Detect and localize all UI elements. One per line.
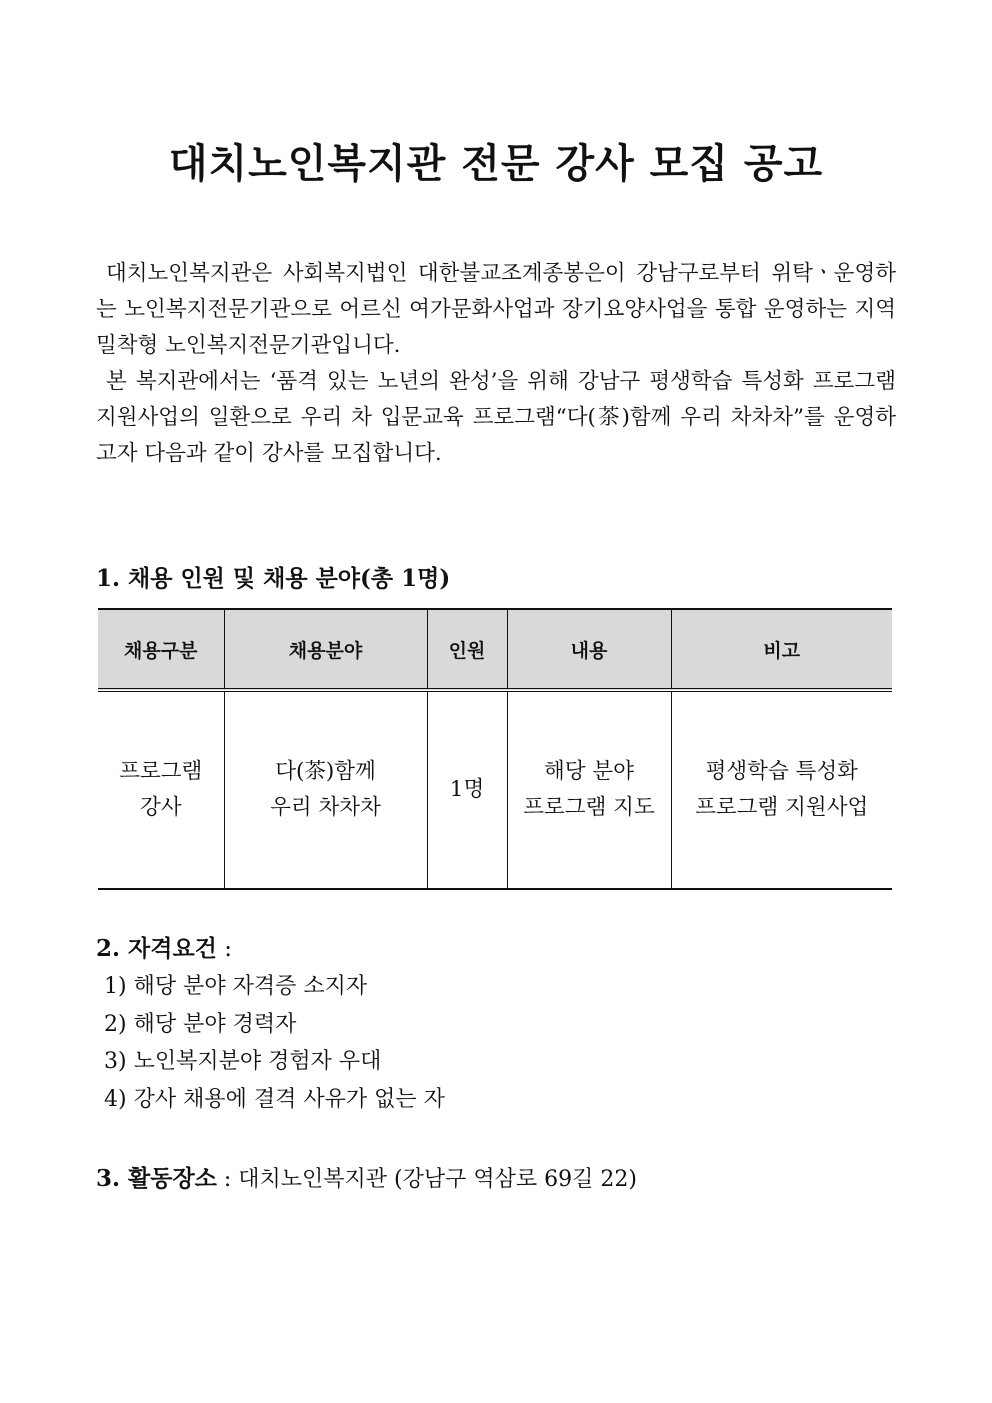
section2-heading <box>96 930 232 963</box>
section2-colon: : <box>216 936 232 962</box>
header-headcount: 인원 <box>427 609 507 690</box>
section3-separator: : <box>216 1167 239 1192</box>
cell-category: 프로그램 강사 <box>98 690 224 889</box>
cell-content: 해당 분야 프로그램 지도 <box>507 690 671 889</box>
table-header-row <box>98 609 892 690</box>
table-row <box>98 690 892 889</box>
intro-paragraph-1: 대치노인복지관은 사회복지법인 대한불교조계종봉은이 강남구로부터 위탁ㆍ운영하는 노인복지전문기관으로 어르신 여가문화사업과 장기요양사업을 통합 운영하는 지역밀착형 노인복지전문기관입니다. <box>96 261 896 358</box>
location-line <box>96 1160 637 1193</box>
header-field: 채용분야 <box>224 609 427 690</box>
section1-heading: 1. 채용 인원 및 채용 분야(총 1명) <box>96 565 451 592</box>
recruitment-table <box>98 608 892 890</box>
cell-remarks: 평생학습 특성화 프로그램 지원사업 <box>671 690 892 889</box>
intro-paragraph-2: 본 복지관에서는 ‘품격 있는 노년의 완성’을 위해 강남구 평생학습 특성화 프로그램 지원사업의 일환으로 우리 차 입문교육 프로그램“다(茶)함께 우리 차차차”를 운영하고자 다음과 같이 강사를 모집합니다. <box>96 369 896 466</box>
list-item: 1) 해당 분야 자격증 소지자 <box>104 974 368 999</box>
header-remarks: 비고 <box>671 609 892 690</box>
list-item: 2) 해당 분야 경력자 <box>104 1011 297 1037</box>
section2-heading-label: 2. 자격요건 <box>96 935 217 962</box>
qualification-list <box>104 968 445 1118</box>
cell-field: 다(茶)함께 우리 차차차 <box>224 690 427 889</box>
header-content: 내용 <box>507 609 671 690</box>
intro-text <box>96 256 896 472</box>
location-value: 대치노인복지관 (강남구 역삼로 69길 22) <box>238 1167 637 1192</box>
page-title: 대치노인복지관 전문 강사 모집 공고 <box>168 141 824 187</box>
list-item: 4) 강사 채용에 결격 사유가 없는 자 <box>104 1086 445 1112</box>
list-item: 3) 노인복지분야 경험자 우대 <box>104 1049 382 1074</box>
header-category: 채용구분 <box>98 609 224 690</box>
section3-heading: 3. 활동장소 <box>96 1165 217 1192</box>
cell-headcount: 1명 <box>427 690 507 889</box>
